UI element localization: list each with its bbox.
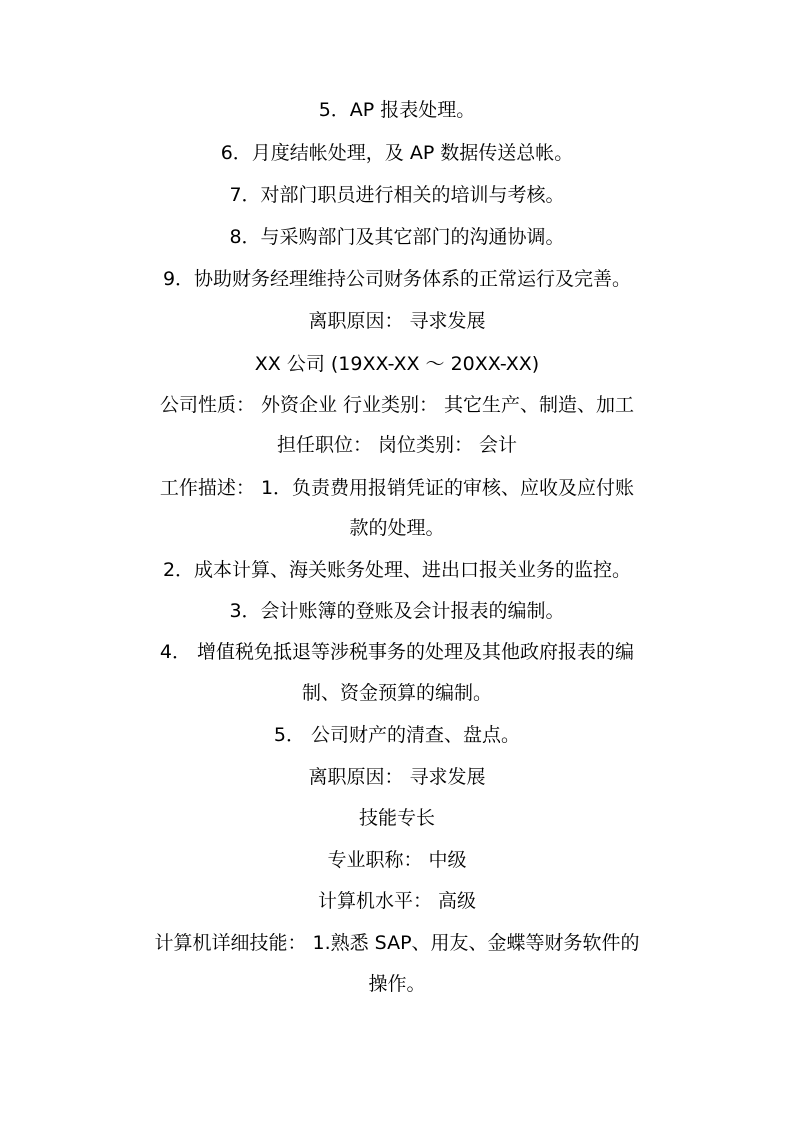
text-line-company-period: XX 公司 (19XX-XX ～ 20XX-XX) — [254, 353, 540, 375]
text-line-ledger-reports: 3．会计账簿的登账及会计报表的编制。 — [229, 600, 565, 622]
text-line-cost-accounting: 2．成本计算、海关账务处理、进出口报关业务的监控。 — [162, 559, 632, 581]
text-line-computer-skills: 计算机详细技能： 1.熟悉 SAP、用友、金蝶等财务软件的 — [154, 932, 640, 954]
text-line-professional-title: 专业职称： 中级 — [327, 849, 467, 871]
text-line-staff-training: 7．对部门职员进行相关的培训与考核。 — [229, 184, 565, 206]
text-line-assist-finance-manager: 9．协助财务经理维持公司财务体系的正常运行及完善。 — [162, 268, 632, 290]
text-line-job-description: 工作描述： 1．负责费用报销凭证的审核、应收及应付账 — [159, 477, 635, 499]
text-line-company-nature: 公司性质： 外资企业 行业类别： 其它生产、制造、加工 — [159, 394, 635, 416]
text-line-vat-tax: 4． 增值税免抵退等涉税事务的处理及其他政府报表的编 — [159, 641, 635, 663]
text-line-computer-skills-cont: 操作。 — [368, 973, 426, 995]
text-line-purchasing-coordination: 8．与采购部门及其它部门的沟通协调。 — [229, 226, 565, 248]
text-line-position: 担任职位： 岗位类别： 会计 — [276, 434, 518, 456]
text-line-reason-for-leaving: 离职原因： 寻求发展 — [308, 310, 486, 332]
text-line-reason-for-leaving-2: 离职原因： 寻求发展 — [308, 766, 486, 788]
text-line-month-end-closing: 6．月度结帐处理，及 AP 数据传送总帐。 — [220, 142, 574, 164]
text-line-job-description-cont: 款的处理。 — [349, 517, 445, 539]
text-line-asset-inventory: 5． 公司财产的清查、盘点。 — [273, 724, 521, 746]
text-line-ap-report: 5．AP 报表处理。 — [318, 99, 476, 121]
text-line-vat-tax-cont: 制、资金预算的编制。 — [301, 682, 492, 704]
section-heading-skills: 技能专长 — [358, 807, 435, 829]
text-line-computer-level: 计算机水平： 高级 — [317, 890, 477, 912]
